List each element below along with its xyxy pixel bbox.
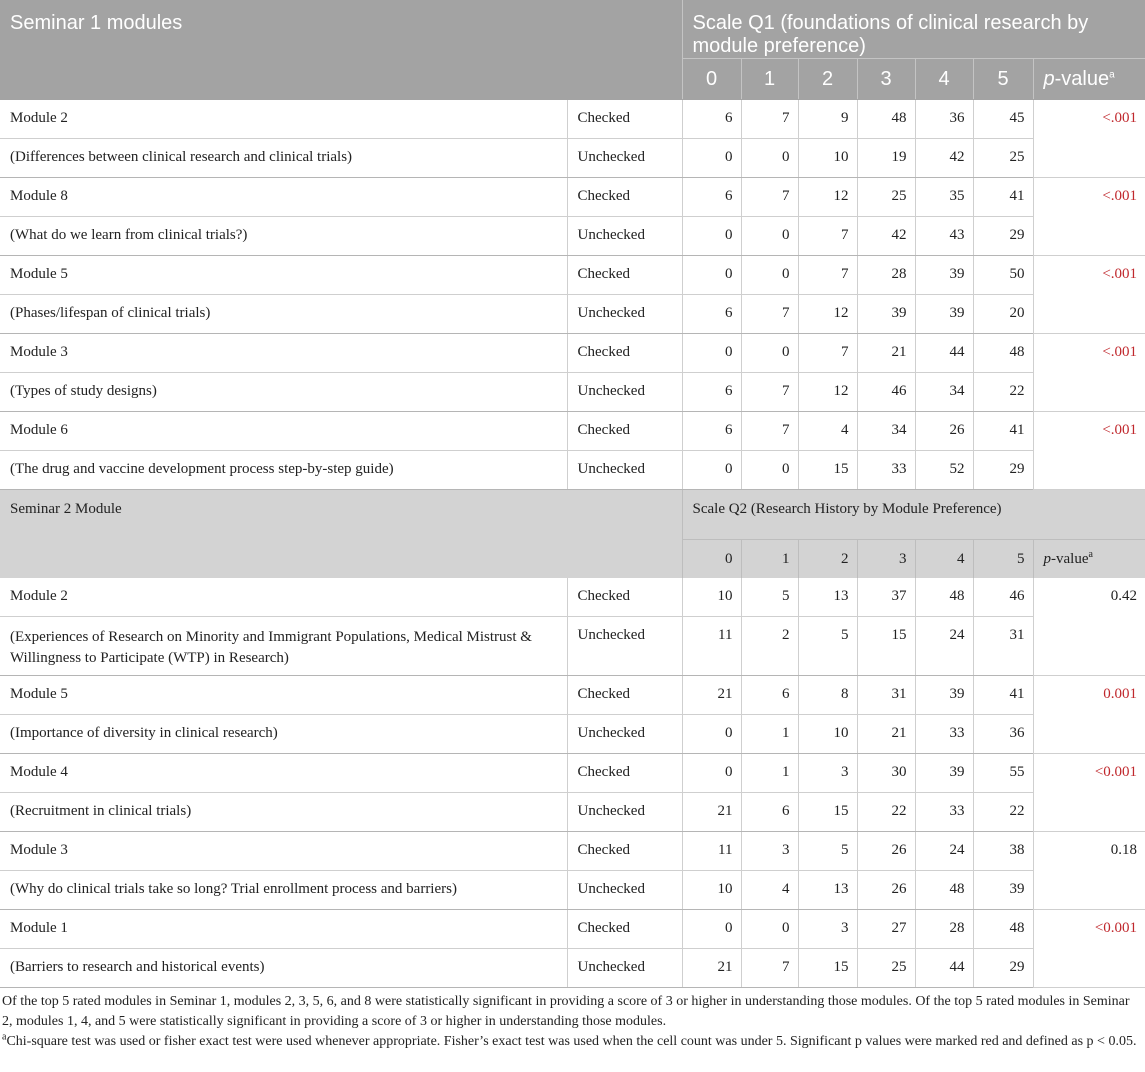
count-cell: 13 — [798, 871, 857, 910]
module-description: (Importance of diversity in clinical research) — [0, 715, 567, 754]
count-cell: 6 — [682, 373, 741, 412]
count-cell: 0 — [741, 139, 798, 178]
table-row — [0, 949, 1145, 988]
count-cell: 0 — [682, 256, 741, 295]
count-cell: 7 — [741, 295, 798, 334]
score-header: 3 — [857, 59, 915, 100]
count-cell: 22 — [857, 793, 915, 832]
module-description: (What do we learn from clinical trials?) — [0, 217, 567, 256]
seminar2-header-row — [0, 490, 1145, 540]
module-name: Module 5 — [0, 676, 567, 715]
module-name: Module 3 — [0, 334, 567, 373]
count-cell: 0 — [682, 715, 741, 754]
score-header: 5 — [973, 540, 1033, 579]
count-cell: 46 — [857, 373, 915, 412]
count-cell: 6 — [741, 793, 798, 832]
count-cell: 0 — [682, 910, 741, 949]
count-cell: 21 — [857, 334, 915, 373]
module-description: (Types of study designs) — [0, 373, 567, 412]
count-cell: 21 — [857, 715, 915, 754]
count-cell: 1 — [741, 715, 798, 754]
count-cell: 48 — [857, 100, 915, 139]
count-cell: 12 — [798, 373, 857, 412]
seminar1-title: Seminar 1 modules — [0, 0, 682, 100]
count-cell: 15 — [798, 949, 857, 988]
count-cell: 46 — [973, 578, 1033, 617]
count-cell: 55 — [973, 754, 1033, 793]
count-cell: 29 — [973, 217, 1033, 256]
count-cell: 0 — [682, 451, 741, 490]
unchecked-label: Unchecked — [567, 949, 682, 988]
count-cell: 42 — [915, 139, 973, 178]
module-description: (Experiences of Research on Minority and Immigrant Populations, Medical Mistrust & Willingness to Participate (WTP) in Research) — [0, 617, 567, 676]
count-cell: 0 — [741, 334, 798, 373]
count-cell: 12 — [798, 178, 857, 217]
count-cell: 0 — [741, 451, 798, 490]
table-row — [0, 412, 1145, 451]
score-header: 2 — [798, 59, 857, 100]
checked-label: Checked — [567, 832, 682, 871]
module-description: (Barriers to research and historical events) — [0, 949, 567, 988]
count-cell: 3 — [798, 910, 857, 949]
table-row — [0, 617, 1145, 676]
count-cell: 31 — [857, 676, 915, 715]
count-cell: 28 — [857, 256, 915, 295]
count-cell: 12 — [798, 295, 857, 334]
count-cell: 6 — [682, 412, 741, 451]
table-row — [0, 871, 1145, 910]
checked-label: Checked — [567, 578, 682, 617]
count-cell: 33 — [915, 793, 973, 832]
count-cell: 20 — [973, 295, 1033, 334]
pvalue-header: p-value$^a$ — [1043, 548, 1093, 567]
module-name: Module 5 — [0, 256, 567, 295]
count-cell: 43 — [915, 217, 973, 256]
count-cell: 48 — [973, 334, 1033, 373]
count-cell: 15 — [798, 793, 857, 832]
score-header: 5 — [973, 59, 1033, 100]
score-header: 3 — [857, 540, 915, 579]
count-cell: 6 — [682, 100, 741, 139]
module-name: Module 6 — [0, 412, 567, 451]
count-cell: 22 — [973, 373, 1033, 412]
count-cell: 25 — [857, 949, 915, 988]
count-cell: 25 — [973, 139, 1033, 178]
count-cell: 0 — [682, 217, 741, 256]
table-row — [0, 100, 1145, 139]
count-cell: 41 — [973, 412, 1033, 451]
count-cell: 22 — [973, 793, 1033, 832]
unchecked-label: Unchecked — [567, 451, 682, 490]
count-cell: 52 — [915, 451, 973, 490]
footnote-a: $^a$Chi-square test was used or fisher exact test were used whenever appropriate. Fisher’s exact test was used when the cell count was under 5. Significant p values were marked red and defined as p < 0.05. — [2, 1031, 1137, 1049]
count-cell: 0 — [682, 139, 741, 178]
count-cell: 29 — [973, 451, 1033, 490]
count-cell: 9 — [798, 100, 857, 139]
checked-label: Checked — [567, 256, 682, 295]
pvalue-cell: 0.42 — [1033, 578, 1145, 676]
count-cell: 45 — [973, 100, 1033, 139]
unchecked-label: Unchecked — [567, 871, 682, 910]
count-cell: 26 — [915, 412, 973, 451]
pvalue-cell: <.001 — [1033, 334, 1145, 412]
module-name: Module 3 — [0, 832, 567, 871]
seminar2-body — [0, 578, 1145, 988]
module-name: Module 2 — [0, 100, 567, 139]
pvalue-cell: <0.001 — [1033, 910, 1145, 988]
count-cell: 4 — [798, 412, 857, 451]
count-cell: 7 — [798, 334, 857, 373]
count-cell: 0 — [682, 754, 741, 793]
count-cell: 7 — [741, 949, 798, 988]
count-cell: 10 — [682, 578, 741, 617]
pvalue-header: p-value$^a$ — [1033, 59, 1145, 100]
count-cell: 7 — [798, 256, 857, 295]
unchecked-label: Unchecked — [567, 217, 682, 256]
seminar2-scale-title: Scale Q2 (Research History by Module Preference) — [682, 490, 1145, 540]
count-cell: 39 — [915, 754, 973, 793]
unchecked-label: Unchecked — [567, 295, 682, 334]
seminar1-scale-title: Scale Q1 (foundations of clinical research by module preference) — [682, 0, 1145, 59]
table-row — [0, 217, 1145, 256]
table-footnotes — [0, 988, 1145, 1052]
count-cell: 39 — [915, 256, 973, 295]
score-header: 1 — [741, 540, 798, 579]
module-description: (The drug and vaccine development process step-by-step guide) — [0, 451, 567, 490]
module-name: Module 2 — [0, 578, 567, 617]
count-cell: 6 — [682, 178, 741, 217]
count-cell: 19 — [857, 139, 915, 178]
count-cell: 11 — [682, 617, 741, 676]
count-cell: 7 — [741, 100, 798, 139]
count-cell: 38 — [973, 832, 1033, 871]
table-row — [0, 256, 1145, 295]
count-cell: 24 — [915, 617, 973, 676]
count-cell: 34 — [857, 412, 915, 451]
count-cell: 21 — [682, 793, 741, 832]
count-cell: 13 — [798, 578, 857, 617]
checked-label: Checked — [567, 754, 682, 793]
score-header: 2 — [798, 540, 857, 579]
table-row — [0, 334, 1145, 373]
count-cell: 34 — [915, 373, 973, 412]
count-cell: 15 — [857, 617, 915, 676]
count-cell: 48 — [973, 910, 1033, 949]
count-cell: 10 — [798, 715, 857, 754]
checked-label: Checked — [567, 676, 682, 715]
pvalue-cell: 0.001 — [1033, 676, 1145, 754]
count-cell: 3 — [798, 754, 857, 793]
count-cell: 39 — [857, 295, 915, 334]
seminar2-title: Seminar 2 Module — [0, 490, 682, 579]
count-cell: 10 — [798, 139, 857, 178]
seminar1-body — [0, 100, 1145, 490]
score-header: 1 — [741, 59, 798, 100]
count-cell: 1 — [741, 754, 798, 793]
score-header: 0 — [682, 540, 741, 579]
count-cell: 21 — [682, 949, 741, 988]
module-description: (Recruitment in clinical trials) — [0, 793, 567, 832]
count-cell: 48 — [915, 871, 973, 910]
score-header: 0 — [682, 59, 741, 100]
count-cell: 5 — [798, 617, 857, 676]
pvalue-cell: <.001 — [1033, 256, 1145, 334]
unchecked-label: Unchecked — [567, 715, 682, 754]
table-row — [0, 793, 1145, 832]
count-cell: 33 — [857, 451, 915, 490]
checked-label: Checked — [567, 412, 682, 451]
count-cell: 0 — [741, 256, 798, 295]
table-row — [0, 832, 1145, 871]
score-header: 4 — [915, 540, 973, 579]
table-row — [0, 578, 1145, 617]
count-cell: 35 — [915, 178, 973, 217]
count-cell: 5 — [798, 832, 857, 871]
count-cell: 25 — [857, 178, 915, 217]
pvalue-cell: <.001 — [1033, 178, 1145, 256]
count-cell: 39 — [973, 871, 1033, 910]
count-cell: 41 — [973, 676, 1033, 715]
count-cell: 3 — [741, 832, 798, 871]
table-row — [0, 451, 1145, 490]
checked-label: Checked — [567, 178, 682, 217]
module-name: Module 4 — [0, 754, 567, 793]
count-cell: 44 — [915, 949, 973, 988]
count-cell: 6 — [741, 676, 798, 715]
count-cell: 24 — [915, 832, 973, 871]
count-cell: 7 — [741, 178, 798, 217]
count-cell: 26 — [857, 871, 915, 910]
module-name: Module 1 — [0, 910, 567, 949]
count-cell: 37 — [857, 578, 915, 617]
unchecked-label: Unchecked — [567, 139, 682, 178]
count-cell: 36 — [915, 100, 973, 139]
count-cell: 8 — [798, 676, 857, 715]
count-cell: 39 — [915, 295, 973, 334]
count-cell: 29 — [973, 949, 1033, 988]
unchecked-label: Unchecked — [567, 373, 682, 412]
count-cell: 44 — [915, 334, 973, 373]
count-cell: 7 — [741, 373, 798, 412]
count-cell: 5 — [741, 578, 798, 617]
count-cell: 2 — [741, 617, 798, 676]
count-cell: 6 — [682, 295, 741, 334]
count-cell: 48 — [915, 578, 973, 617]
count-cell: 30 — [857, 754, 915, 793]
module-description: (Phases/lifespan of clinical trials) — [0, 295, 567, 334]
pvalue-cell: <.001 — [1033, 412, 1145, 490]
table-row — [0, 910, 1145, 949]
checked-label: Checked — [567, 100, 682, 139]
checked-label: Checked — [567, 334, 682, 373]
pvalue-cell: 0.18 — [1033, 832, 1145, 910]
count-cell: 27 — [857, 910, 915, 949]
count-cell: 7 — [741, 412, 798, 451]
count-cell: 7 — [798, 217, 857, 256]
pvalue-cell: <0.001 — [1033, 754, 1145, 832]
count-cell: 26 — [857, 832, 915, 871]
count-cell: 10 — [682, 871, 741, 910]
count-cell: 31 — [973, 617, 1033, 676]
footnote-main: Of the top 5 rated modules in Seminar 1, modules 2, 3, 5, 6, and 8 were statistically significant in providing a score of 3 or higher in understanding those modules. Of the top 5 rated modules in Seminar 2, modules 1, 4, and 5 were statistically significant in providing a score of 3 or higher in understanding those modules. — [2, 994, 1130, 1029]
module-description: (Differences between clinical research and clinical trials) — [0, 139, 567, 178]
checked-label: Checked — [567, 910, 682, 949]
module-name: Module 8 — [0, 178, 567, 217]
table-row — [0, 676, 1145, 715]
table-row — [0, 373, 1145, 412]
table-row — [0, 295, 1145, 334]
count-cell: 50 — [973, 256, 1033, 295]
unchecked-label: Unchecked — [567, 793, 682, 832]
count-cell: 28 — [915, 910, 973, 949]
count-cell: 36 — [973, 715, 1033, 754]
count-cell: 4 — [741, 871, 798, 910]
score-header: 4 — [915, 59, 973, 100]
count-cell: 15 — [798, 451, 857, 490]
table-row — [0, 715, 1145, 754]
table-row — [0, 178, 1145, 217]
count-cell: 33 — [915, 715, 973, 754]
count-cell: 0 — [741, 217, 798, 256]
pvalue-cell: <.001 — [1033, 100, 1145, 178]
count-cell: 39 — [915, 676, 973, 715]
count-cell: 0 — [682, 334, 741, 373]
count-cell: 41 — [973, 178, 1033, 217]
module-description: (Why do clinical trials take so long? Trial enrollment process and barriers) — [0, 871, 567, 910]
count-cell: 21 — [682, 676, 741, 715]
count-cell: 0 — [741, 910, 798, 949]
count-cell: 42 — [857, 217, 915, 256]
unchecked-label: Unchecked — [567, 617, 682, 676]
count-cell: 11 — [682, 832, 741, 871]
table-row — [0, 139, 1145, 178]
table-row — [0, 754, 1145, 793]
seminar1-header-row — [0, 0, 1145, 59]
